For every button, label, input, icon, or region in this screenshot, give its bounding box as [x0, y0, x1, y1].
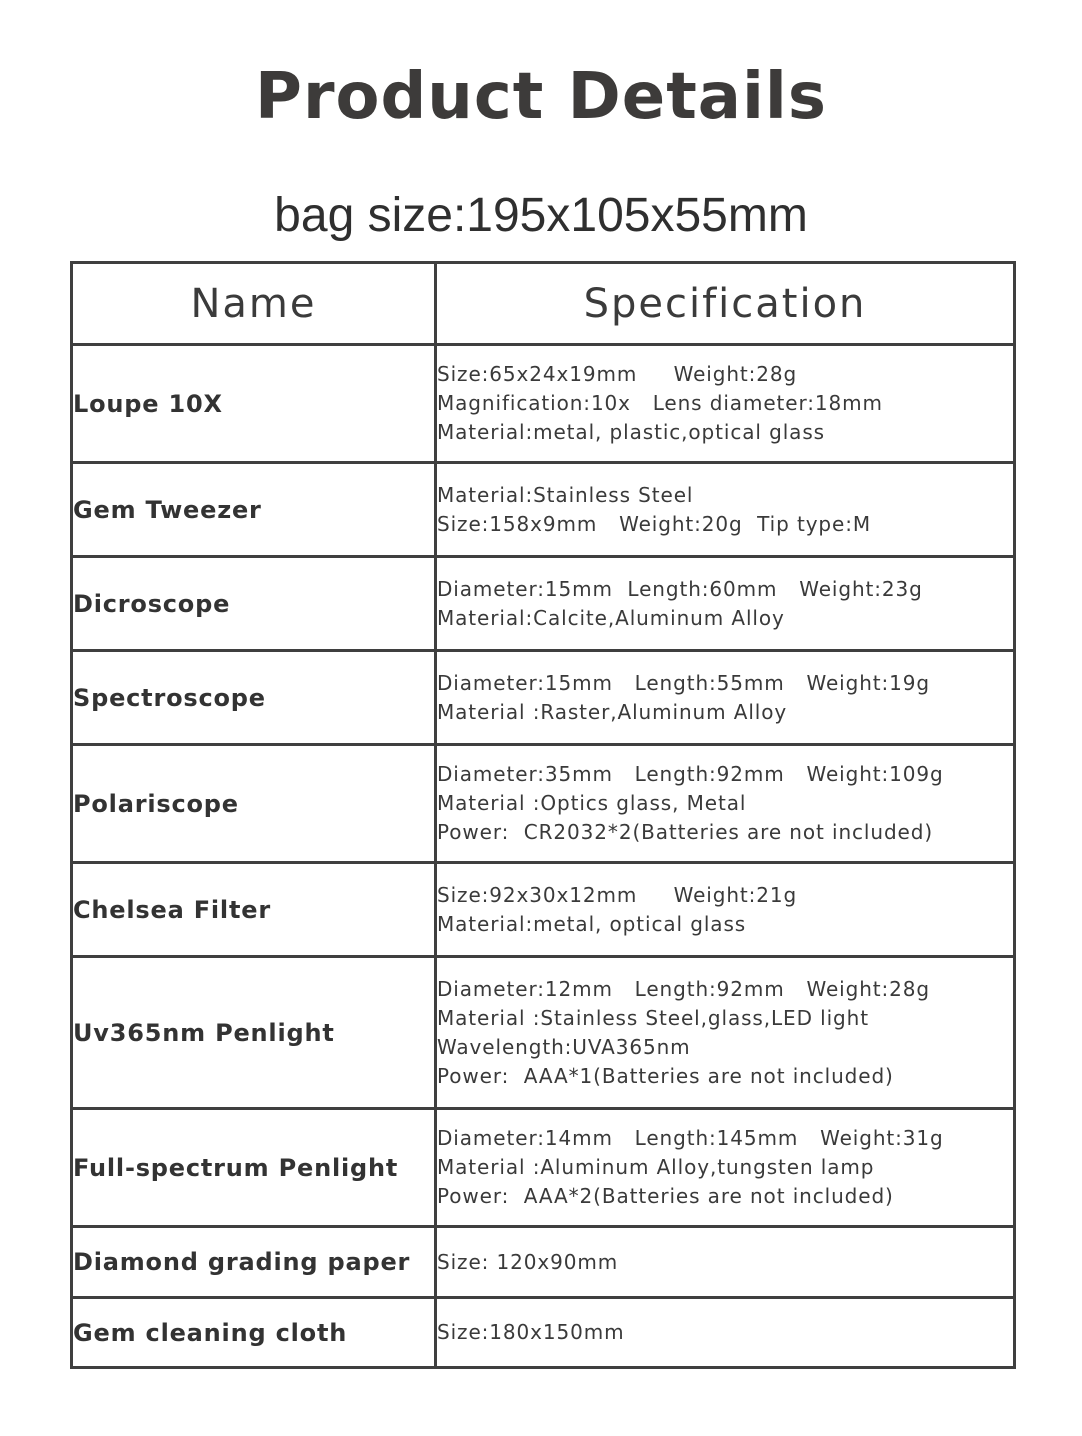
table-row	[72, 651, 1015, 745]
product-specification-cell	[436, 557, 1015, 651]
specification-line: Power: AAA*2(Batteries are not included)	[437, 1184, 894, 1208]
table-row	[72, 345, 1015, 463]
product-name-cell: Spectroscope	[72, 651, 436, 745]
specification-line: Wavelength:UVA365nm	[437, 1034, 691, 1059]
product-name-cell: Chelsea Filter	[72, 863, 436, 957]
table-row	[72, 1109, 1015, 1227]
table-row	[72, 1227, 1015, 1298]
product-specification-cell	[436, 345, 1015, 463]
table-row	[72, 745, 1015, 863]
table-row	[72, 863, 1015, 957]
specification-line: Power: AAA*1(Batteries are not included)	[437, 1063, 894, 1088]
table-row	[72, 957, 1015, 1109]
table-row	[72, 1298, 1015, 1368]
specification-line: Size:92x30x12mm Weight:21g	[437, 882, 798, 907]
specification-line: Size:158x9mm Weight:20g Tip type:M	[437, 511, 872, 536]
page-title: Product Details	[255, 60, 827, 134]
specification-line: Material :Aluminum Alloy,tungsten lamp	[437, 1155, 875, 1179]
specification-line: Material:Calcite,Aluminum Alloy	[437, 605, 785, 630]
product-specification-cell	[436, 463, 1015, 557]
product-name-cell: Uv365nm Penlight	[72, 957, 436, 1109]
product-specification-cell	[436, 1109, 1015, 1227]
table-row	[72, 557, 1015, 651]
product-name-cell: Gem cleaning cloth	[72, 1298, 436, 1368]
product-specification-cell	[436, 1227, 1015, 1298]
specification-line: Material:metal, plastic,optical glass	[437, 420, 825, 444]
product-specification-cell	[436, 863, 1015, 957]
specification-line: Magnification:10x Lens diameter:18mm	[437, 391, 883, 415]
product-name-cell: Polariscope	[72, 745, 436, 863]
specification-line: Size:65x24x19mm Weight:28g	[437, 362, 798, 386]
specification-line: Size: 120x90mm	[437, 1249, 619, 1274]
specification-line: Size:180x150mm	[437, 1320, 625, 1344]
product-specification-cell	[436, 957, 1015, 1109]
table-row	[72, 463, 1015, 557]
product-name-cell: Dicroscope	[72, 557, 436, 651]
product-name-cell: Gem Tweezer	[72, 463, 436, 557]
column-header-name: Name	[72, 263, 436, 345]
product-name-cell: Full-spectrum Penlight	[72, 1109, 436, 1227]
specification-line: Material :Optics glass, Metal	[437, 791, 747, 815]
column-header-specification: Specification	[436, 263, 1015, 345]
specification-line: Diameter:12mm Length:92mm Weight:28g	[437, 976, 931, 1001]
specification-line: Material:metal, optical glass	[437, 911, 747, 936]
specification-line: Diameter:15mm Length:60mm Weight:23g	[437, 576, 923, 601]
product-name-cell: Diamond grading paper	[72, 1227, 436, 1298]
specification-line: Diameter:14mm Length:145mm Weight:31g	[437, 1126, 944, 1150]
specification-line: Power: CR2032*2(Batteries are not included)	[437, 820, 934, 844]
product-specification-cell	[436, 1298, 1015, 1368]
specification-line: Material :Raster,Aluminum Alloy	[437, 699, 788, 724]
product-name-cell: Loupe 10X	[72, 345, 436, 463]
specification-line: Diameter:15mm Length:55mm Weight:19g	[437, 670, 931, 695]
product-specification-cell	[436, 745, 1015, 863]
product-specification-cell	[436, 651, 1015, 745]
specification-line: Material :Stainless Steel,glass,LED light	[437, 1005, 869, 1030]
bag-size-label: bag size:195x105x55mm	[274, 189, 808, 242]
specification-line: Material:Stainless Steel	[437, 482, 694, 507]
table-header-row	[72, 263, 1015, 345]
specification-line: Diameter:35mm Length:92mm Weight:109g	[437, 762, 944, 786]
specification-table	[70, 261, 1016, 1369]
